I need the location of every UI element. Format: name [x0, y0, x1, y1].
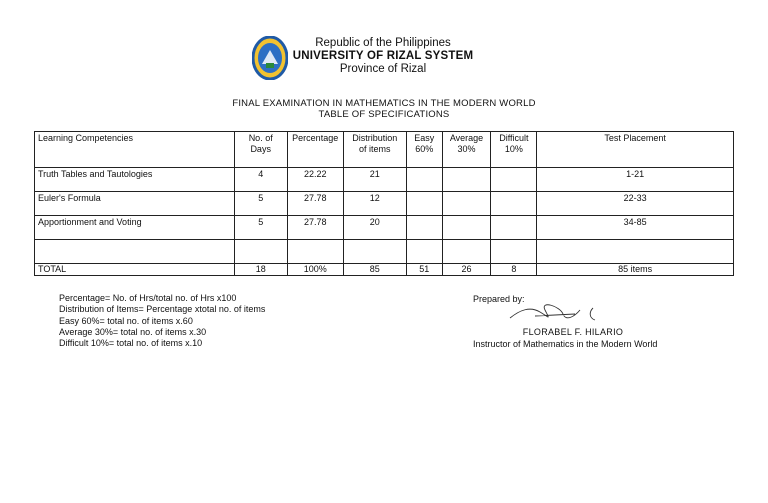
cell-distribution: 12 [343, 192, 406, 216]
cell-percentage: 27.78 [287, 192, 343, 216]
cell-percentage: 22.22 [287, 168, 343, 192]
cell-days: 5 [234, 216, 287, 240]
total-distribution: 85 [343, 264, 406, 276]
specification-table [34, 131, 734, 276]
total-difficult: 8 [491, 264, 537, 276]
cell-placement: 22-33 [537, 192, 734, 216]
table-row [35, 192, 734, 216]
signature [505, 302, 605, 324]
header-distribution: Distribution of items [343, 132, 406, 168]
cell-placement: 1-21 [537, 168, 734, 192]
header-republic: Republic of the Philippines [315, 37, 451, 49]
cell-distribution: 20 [343, 216, 406, 240]
total-easy: 51 [406, 264, 442, 276]
total-percentage: 100% [287, 264, 343, 276]
formula-line: Distribution of Items= Percentage xtotal no. of items [59, 304, 266, 315]
formula-line: Easy 60%= total no. of items x.60 [59, 315, 193, 326]
header-percentage: Percentage [287, 132, 343, 168]
cell-competency: Truth Tables and Tautologies [35, 168, 235, 192]
header-days: No. of Days [234, 132, 287, 168]
cell-competency: Apportionment and Voting [35, 216, 235, 240]
table-header-row [35, 132, 734, 168]
cell-percentage: 27.78 [287, 216, 343, 240]
total-label: TOTAL [35, 264, 235, 276]
table-row [35, 168, 734, 192]
cell-difficult [491, 168, 537, 192]
total-average: 26 [442, 264, 491, 276]
cell-days: 4 [234, 168, 287, 192]
table-total-row [35, 264, 734, 276]
cell-difficult [491, 192, 537, 216]
cell-easy [406, 216, 442, 240]
formula-line: Difficult 10%= total no. of items x.10 [59, 338, 203, 349]
header-university: UNIVERSITY OF RIZAL SYSTEM [292, 50, 474, 62]
tos-title: TABLE OF SPECIFICATIONS [318, 109, 450, 120]
table-row-empty [35, 240, 734, 264]
header-test-placement: Test Placement [537, 132, 734, 168]
header-learning-competencies: Learning Competencies [35, 132, 235, 168]
header-difficult: Difficult 10% [491, 132, 537, 168]
preparer-title: Instructor of Mathematics in the Modern World [473, 339, 658, 349]
header-easy: Easy 60% [406, 132, 442, 168]
cell-average [442, 168, 491, 192]
table-row [35, 216, 734, 240]
cell-difficult [491, 216, 537, 240]
cell-easy [406, 168, 442, 192]
prepared-by-label: Prepared by: [473, 294, 525, 304]
header-province: Province of Rizal [339, 63, 427, 75]
formula-line: Percentage= No. of Hrs/total no. of Hrs x100 [59, 293, 237, 303]
formula-notes [59, 293, 265, 349]
cell-easy [406, 192, 442, 216]
formula-line: Average 30%= total no. of items x.30 [59, 326, 207, 337]
cell-distribution: 21 [343, 168, 406, 192]
cell-average [442, 192, 491, 216]
exam-title: FINAL EXAMINATION IN MATHEMATICS IN THE MODERN WORLD [232, 98, 536, 109]
total-placement: 85 items [537, 264, 734, 276]
total-days: 18 [234, 264, 287, 276]
cell-days: 5 [234, 192, 287, 216]
cell-placement: 34-85 [537, 216, 734, 240]
header-average: Average 30% [442, 132, 491, 168]
cell-average [442, 216, 491, 240]
preparer-name: FLORABEL F. HILARIO [522, 327, 624, 337]
cell-competency: Euler's Formula [35, 192, 235, 216]
